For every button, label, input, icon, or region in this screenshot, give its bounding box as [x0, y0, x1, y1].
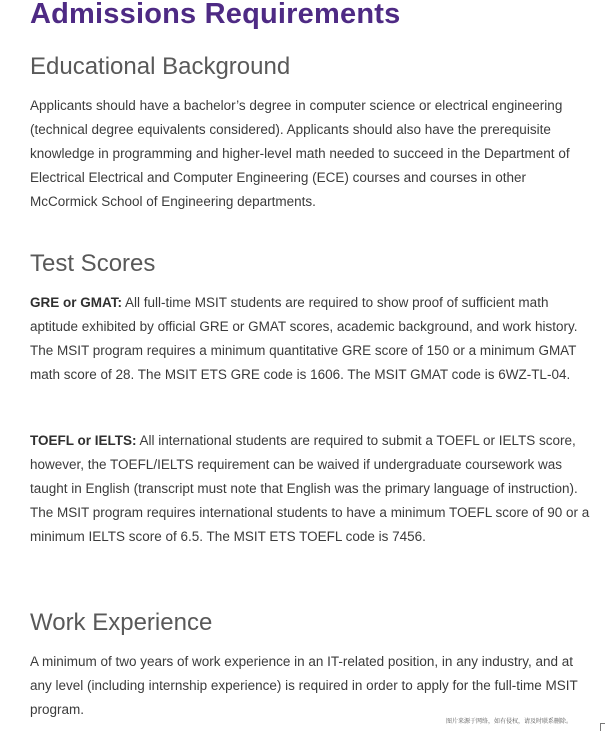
gre-gmat-label: GRE or GMAT:: [30, 295, 122, 310]
section-heading-work-experience: Work Experience: [30, 609, 213, 636]
toefl-ielts-label: TOEFL or IELTS:: [30, 433, 137, 448]
toefl-ielts-text: All international students are required to submit a TOEFL or IELTS score, however, the TOEFL/IELTS requirement can be waived if undergraduate coursework was taught in English (transcript must note that English was the primary language of instruction). The MSIT program requires international students to have a minimum TOEFL score of 90 or a minimum IELTS score of 6.5. The MSIT ETS TOEFL code is 7456.: [30, 433, 590, 544]
gre-gmat-paragraph: [30, 291, 592, 387]
page-title: Admissions Requirements: [30, 0, 401, 30]
educational-background-text: Applicants should have a bachelor’s degree in computer science or electrical engineering (technical degree equivalents considered). Applicants should also have the prerequisite knowledge in programming and higher-level math needed to succeed in the Department of Electrical Electrical and Computer Engineering (ECE) courses and courses in other McCormick School of Engineering departments.: [30, 98, 570, 209]
section-heading-educational-background: Educational Background: [30, 53, 291, 80]
gre-gmat-text: All full-time MSIT students are required to show proof of sufficient math aptitude exhibited by official GRE or GMAT scores, academic background, and work history. The MSIT program requires a minimum quantitative GRE score of 150 or a minimum GMAT math score of 28. The MSIT ETS GRE code is 1606. The MSIT GMAT code is 6WZ-TL-04.: [30, 295, 578, 382]
toefl-ielts-paragraph: [30, 429, 592, 549]
work-experience-text: A minimum of two years of work experience in an IT-related position, in any industry, and at any level (including internship experience) is required in order to apply for the full-time MSIT program.: [30, 654, 578, 717]
watermark-notice: 图片来源于网络，如有侵权，请及时联系删除。: [446, 719, 573, 725]
section-heading-test-scores: Test Scores: [30, 250, 156, 277]
